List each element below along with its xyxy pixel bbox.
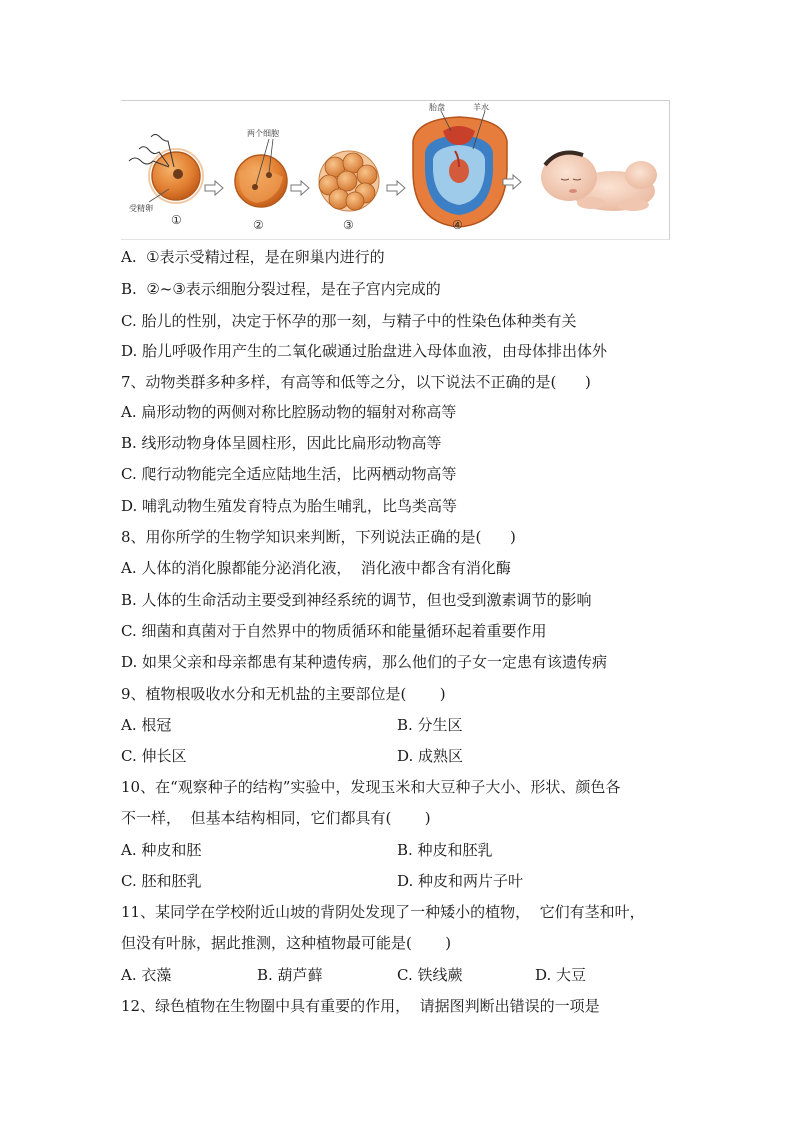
- q11-stem-line2: 但没有叶脉，据此推测，这种植物最可能是( ): [121, 934, 452, 952]
- amniotic-fluid-label: 羊水: [473, 103, 489, 112]
- q6-option-d: D. 胎儿呼吸作用产生的二氧化碳通过胎盘进入母体血液，由母体排出体外: [121, 342, 608, 360]
- stage-4-number: ④: [452, 218, 463, 232]
- q7-stem: 7、动物类群多种多样，有高等和低等之分，以下说法不正确的是( ): [121, 373, 591, 391]
- q11-stem-line1: 11、某同学在学校附近山坡的背阴处发现了一种矮小的植物， 它们有茎和叶，: [121, 903, 645, 921]
- q7-option-c: C. 爬行动物能完全适应陆地生活，比两栖动物高等: [121, 465, 457, 483]
- stage-3-number: ③: [343, 218, 354, 232]
- q11-option-b: B. 葫芦藓: [257, 966, 323, 984]
- fertilized-egg-label: 受精卵: [129, 204, 153, 213]
- q9-option-b: B. 分生区: [397, 716, 463, 734]
- q11-option-a: A. 衣藻: [121, 966, 172, 984]
- fetus-in-uterus-stage: [413, 111, 507, 227]
- development-figure: [121, 100, 670, 240]
- placenta-label: 胎盘: [429, 103, 445, 112]
- newborn-baby-illustration: [541, 153, 657, 211]
- q6-option-a: A. ①表示受精过程，是在卵巢内进行的: [121, 248, 385, 266]
- q7-option-d: D. 哺乳动物生殖发育特点为胎生哺乳，比鸟类高等: [121, 497, 458, 515]
- arrow-icon: [387, 181, 405, 195]
- q10-option-b: B. 种皮和胚乳: [397, 841, 493, 859]
- two-cells-label: 两个细胞: [247, 129, 279, 138]
- q12-stem: 12、绿色植物在生物圈中具有重要的作用， 请据图判断出错误的一项是: [121, 997, 600, 1015]
- q10-stem-line2: 不一样， 但基本结构相同，它们都具有( ): [121, 809, 431, 827]
- q11-option-c: C. 铁线蕨: [397, 966, 463, 984]
- arrow-icon: [205, 181, 223, 195]
- q8-option-b: B. 人体的生命活动主要受到神经系统的调节，但也受到激素调节的影响: [121, 591, 592, 609]
- q9-stem: 9、植物根吸收水分和无机盐的主要部位是( ): [121, 685, 446, 703]
- q10-option-a: A. 种皮和胚: [121, 841, 202, 859]
- q8-stem: 8、用你所学的生物学知识来判断，下列说法正确的是( ): [121, 528, 516, 546]
- q11-option-d: D. 大豆: [535, 966, 587, 984]
- q7-option-b: B. 线形动物身体呈圆柱形，因此比扁形动物高等: [121, 434, 442, 452]
- fertilized-egg-stage: [129, 135, 203, 204]
- arrow-icon: [291, 181, 309, 195]
- q10-option-c: C. 胚和胚乳: [121, 872, 202, 890]
- q6-option-c: C. 胎儿的性别，决定于怀孕的那一刻，与精子中的性染色体种类有关: [121, 312, 577, 330]
- stage-2-number: ②: [253, 218, 264, 232]
- q10-stem-line1: 10、在“观察种子的结构”实验中，发现玉米和大豆种子大小、形状、颜色各: [121, 778, 621, 796]
- q6-option-b: B. ②~③表示细胞分裂过程，是在子宫内完成的: [121, 280, 441, 298]
- q7-option-a: A. 扁形动物的两侧对称比腔肠动物的辐射对称高等: [121, 403, 457, 421]
- development-illustration: [121, 101, 669, 239]
- q9-option-c: C. 伸长区: [121, 747, 187, 765]
- q9-option-d: D. 成熟区: [397, 747, 464, 765]
- two-cell-stage: [235, 139, 287, 207]
- multi-cell-stage: [319, 151, 379, 211]
- q8-option-d: D. 如果父亲和母亲都患有某种遗传病，那么他们的子女一定患有该遗传病: [121, 653, 608, 671]
- q10-option-d: D. 种皮和两片子叶: [397, 872, 524, 890]
- q9-option-a: A. 根冠: [121, 716, 172, 734]
- q8-option-c: C. 细菌和真菌对于自然界中的物质循环和能量循环起着重要作用: [121, 622, 547, 640]
- stage-1-number: ①: [171, 213, 182, 227]
- q8-option-a: A. 人体的消化腺都能分泌消化液， 消化液中都含有消化酶: [121, 559, 511, 577]
